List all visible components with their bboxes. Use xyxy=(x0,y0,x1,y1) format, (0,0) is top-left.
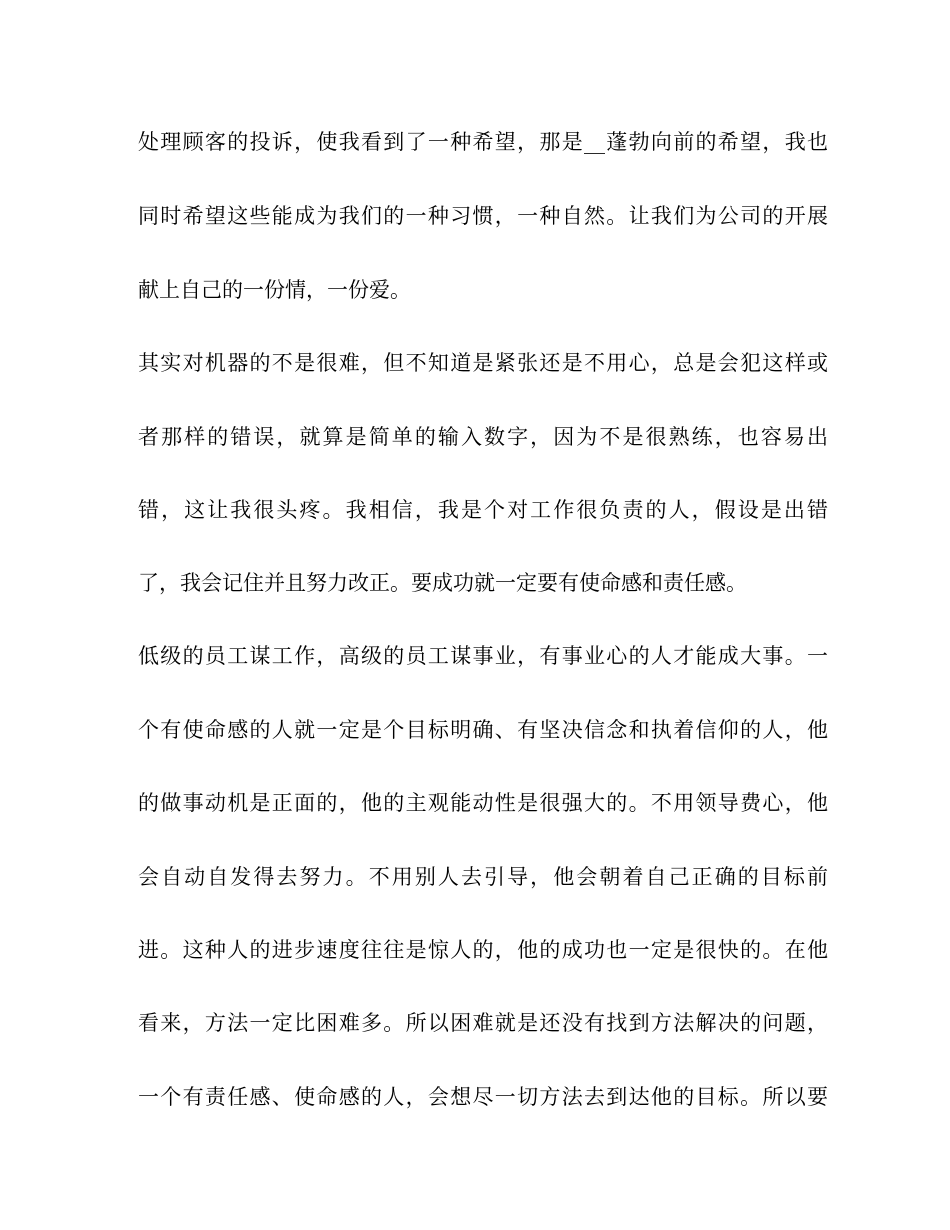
text-line: 错，这让我很头疼。我相信，我是个对工作很负责的人，假设是出错 xyxy=(138,498,828,522)
text-line: 同时希望这些能成为我们的一种习惯，一种自然。让我们为公司的开展 xyxy=(138,204,828,228)
text-line: 低级的员工谋工作，高级的员工谋事业，有事业心的人才能成大事。一 xyxy=(138,644,828,668)
text-line: 看来，方法一定比困难多。所以困难就是还没有找到方法解决的问题， xyxy=(138,1011,828,1035)
text-line: 个有使命感的人就一定是个目标明确、有坚决信念和执着信仰的人，他 xyxy=(138,718,828,742)
text-line: 一个有责任感、使命感的人，会想尽一切方法去到达他的目标。所以要 xyxy=(138,1085,828,1109)
text-line: 进。这种人的进步速度往往是惊人的，他的成功也一定是很快的。在他 xyxy=(138,938,828,962)
text-line: 其实对机器的不是很难，但不知道是紧张还是不用心，总是会犯这样或 xyxy=(138,351,828,375)
text-line: 的做事动机是正面的，他的主观能动性是很强大的。不用领导费心，他 xyxy=(138,791,828,815)
text-line: 会自动自发得去努力。不用别人去引导，他会朝着自己正确的目标前 xyxy=(138,865,828,889)
text-line: 者那样的错误，就算是简单的输入数字，因为不是很熟练，也容易出 xyxy=(138,425,828,449)
text-line: 献上自己的一份情，一份爱。 xyxy=(138,278,411,302)
text-line: 了，我会记住并且努力改正。要成功就一定要有使命感和责任感。 xyxy=(138,571,747,595)
text-line: 处理顾客的投诉，使我看到了一种希望，那是__蓬勃向前的希望，我也 xyxy=(138,130,828,154)
